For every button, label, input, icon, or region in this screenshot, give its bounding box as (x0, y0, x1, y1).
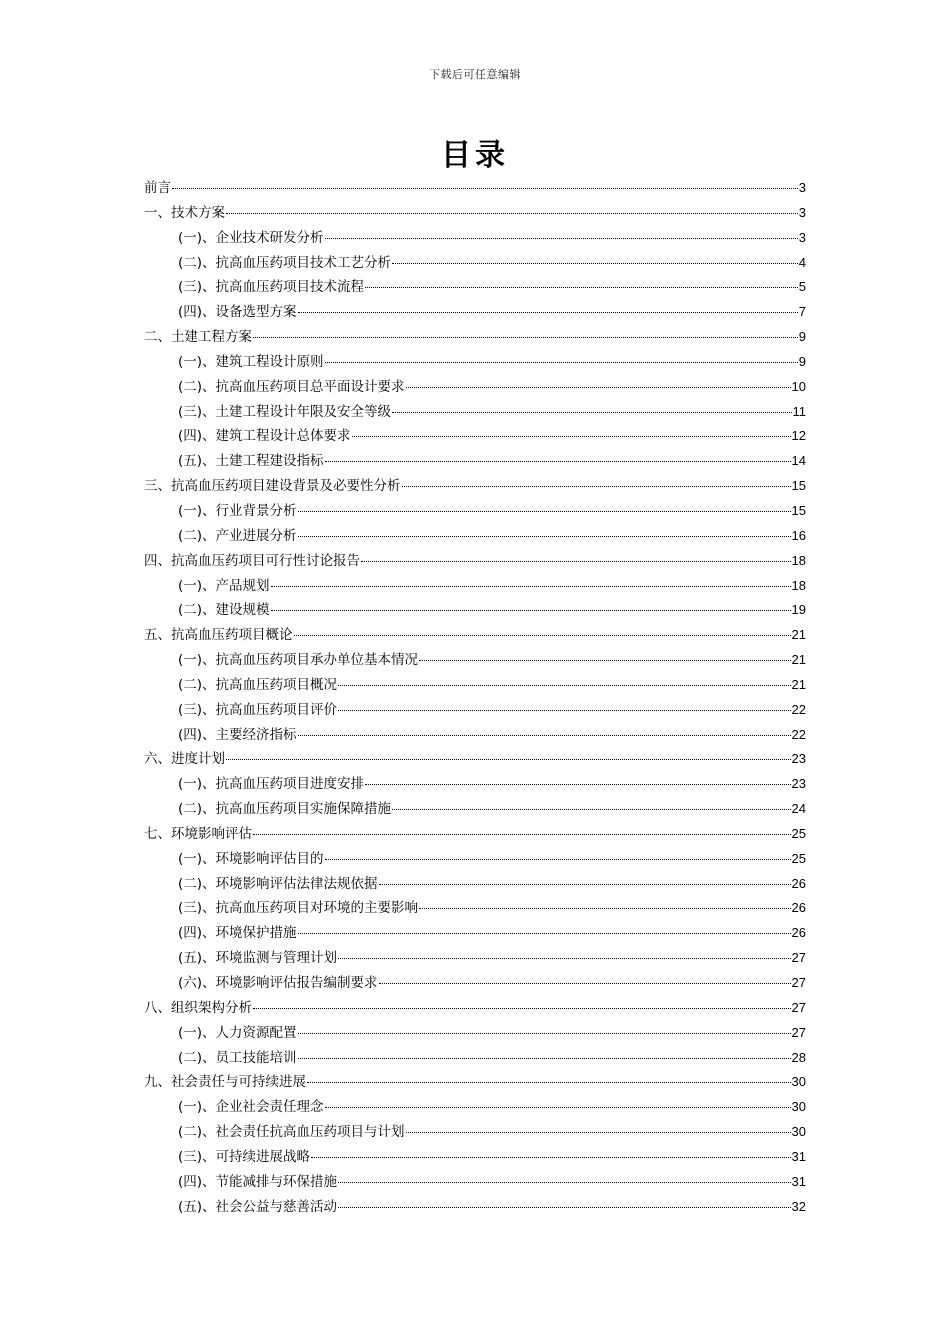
toc-entry[interactable] (144, 1070, 806, 1095)
toc-entry[interactable] (144, 921, 806, 946)
toc-entry-label: (五)、环境监测与管理计划 (178, 950, 338, 967)
toc-dot-leader (325, 1106, 791, 1108)
toc-entry[interactable] (144, 176, 806, 201)
toc-dot-leader (338, 1206, 790, 1208)
toc-entry[interactable] (144, 300, 806, 325)
toc-entry-page-number: 32 (791, 1198, 806, 1214)
toc-entry-label: 四、抗高血压药项目可行性讨论报告 (144, 552, 360, 569)
toc-entry[interactable] (144, 996, 806, 1021)
toc-entry-page-number: 22 (791, 726, 806, 742)
toc-dot-leader (406, 1131, 791, 1133)
toc-dot-leader (325, 361, 798, 363)
toc-dot-leader (419, 907, 790, 909)
toc-entry-label: 前言 (144, 180, 171, 196)
toc-entry-label: 一、技术方案 (144, 204, 225, 221)
toc-dot-leader (253, 833, 791, 835)
toc-entry-page-number: 5 (798, 279, 806, 295)
toc-entry-label: (二)、抗高血压药项目概况 (178, 676, 338, 693)
toc-entry[interactable] (144, 574, 806, 599)
toc-entry-label: (一)、产品规划 (178, 577, 270, 594)
toc-entry[interactable] (144, 251, 806, 276)
toc-entry[interactable] (144, 747, 806, 772)
toc-dot-leader (365, 286, 798, 288)
toc-entry[interactable] (144, 499, 806, 524)
toc-entry[interactable] (144, 275, 806, 300)
toc-dot-leader (298, 932, 791, 934)
toc-entry-label: (四)、建筑工程设计总体要求 (178, 428, 351, 445)
toc-dot-leader (338, 957, 790, 959)
toc-dot-leader (338, 684, 790, 686)
toc-entry[interactable] (144, 325, 806, 350)
toc-entry-page-number: 3 (798, 229, 806, 245)
toc-entry-label: (一)、企业社会责任理念 (178, 1099, 324, 1116)
toc-entry-label: (五)、社会公益与慈善活动 (178, 1198, 338, 1215)
toc-entry-page-number: 3 (798, 204, 806, 220)
toc-entry-label: (一)、建筑工程设计原则 (178, 353, 324, 370)
toc-entry-page-number: 9 (798, 329, 806, 345)
toc-dot-leader (402, 485, 791, 487)
toc-entry-label: (一)、行业背景分析 (178, 502, 297, 519)
toc-entry-page-number: 11 (792, 403, 806, 419)
toc-entry-label: 五、抗高血压药项目概论 (144, 627, 293, 644)
toc-dot-leader (298, 1032, 791, 1034)
toc-dot-leader (298, 311, 798, 313)
page-title: 目录 (441, 138, 509, 173)
toc-entry[interactable] (144, 872, 806, 897)
toc-entry-page-number: 22 (791, 701, 806, 717)
toc-entry[interactable] (144, 797, 806, 822)
toc-entry-label: (四)、节能减排与环保措施 (178, 1173, 338, 1190)
toc-entry[interactable] (144, 847, 806, 872)
toc-entry-label: (三)、抗高血压药项目评价 (178, 701, 338, 718)
toc-entry[interactable] (144, 226, 806, 251)
toc-entry-page-number: 21 (791, 627, 806, 643)
toc-dot-leader (226, 212, 798, 214)
toc-entry[interactable] (144, 449, 806, 474)
toc-dot-leader (311, 1156, 790, 1158)
toc-entry-page-number: 25 (791, 825, 806, 841)
toc-dot-leader (298, 1057, 791, 1059)
toc-entry-label: (三)、抗高血压药项目技术流程 (178, 279, 365, 296)
toc-entry-page-number: 26 (791, 925, 806, 941)
toc-entry-page-number: 19 (791, 602, 806, 618)
toc-entry[interactable] (144, 822, 806, 847)
toc-entry-label: (一)、人力资源配置 (178, 1024, 297, 1041)
toc-entry-label: 三、抗高血压药项目建设背景及必要性分析 (144, 478, 401, 495)
toc-entry-page-number: 21 (791, 652, 806, 668)
toc-entry-page-number: 26 (791, 900, 806, 916)
toc-entry-page-number: 12 (791, 428, 806, 444)
toc-dot-leader (325, 460, 791, 462)
toc-dot-leader (294, 634, 791, 636)
toc-entry-label: (一)、环境影响评估目的 (178, 850, 324, 867)
toc-entry-label: 六、进度计划 (144, 751, 225, 768)
toc-entry-page-number: 14 (791, 453, 806, 469)
toc-entry[interactable] (144, 1021, 806, 1046)
toc-entry[interactable] (144, 772, 806, 797)
toc-dot-leader (392, 262, 798, 264)
toc-entry[interactable] (144, 723, 806, 748)
toc-entry-page-number: 15 (791, 502, 806, 518)
toc-dot-leader (392, 808, 790, 810)
toc-entry-page-number: 27 (791, 950, 806, 966)
toc-entry-page-number: 31 (791, 1173, 806, 1189)
toc-dot-leader (325, 858, 791, 860)
toc-entry[interactable] (144, 1046, 806, 1071)
toc-entry[interactable] (144, 201, 806, 226)
toc-entry-label: (三)、土建工程设计年限及安全等级 (178, 403, 392, 420)
toc-entry-page-number: 18 (791, 552, 806, 568)
toc-entry[interactable] (144, 524, 806, 549)
toc-entry[interactable] (144, 1145, 806, 1170)
toc-entry-label: 九、社会责任与可持续进展 (144, 1074, 306, 1091)
toc-dot-leader (406, 386, 791, 388)
toc-entry-page-number: 18 (791, 577, 806, 593)
toc-entry[interactable] (144, 623, 806, 648)
toc-dot-leader (271, 609, 791, 611)
toc-entry[interactable] (144, 474, 806, 499)
toc-entry-page-number: 26 (791, 875, 806, 891)
toc-entry-label: (四)、主要经济指标 (178, 726, 297, 743)
toc-dot-leader (361, 560, 791, 562)
toc-entry-page-number: 25 (791, 850, 806, 866)
toc-entry-page-number: 23 (791, 751, 806, 767)
toc-dot-leader (325, 237, 798, 239)
toc-entry[interactable] (144, 1195, 806, 1220)
toc-entry-page-number: 28 (791, 1049, 806, 1065)
toc-entry-page-number: 21 (791, 676, 806, 692)
toc-entry-label: (二)、抗高血压药项目总平面设计要求 (178, 378, 405, 395)
toc-entry[interactable] (144, 549, 806, 574)
toc-dot-leader (379, 883, 791, 885)
toc-entry-page-number: 27 (791, 975, 806, 990)
toc-entry-label: (一)、抗高血压药项目承办单位基本情况 (178, 652, 419, 669)
toc-entry-page-number: 15 (791, 478, 806, 494)
table-of-contents (144, 176, 806, 1219)
toc-entry[interactable] (144, 971, 806, 996)
toc-entry-page-number: 31 (791, 1148, 806, 1164)
toc-entry-page-number: 9 (798, 353, 806, 369)
toc-entry[interactable] (144, 1095, 806, 1120)
toc-dot-leader (253, 336, 798, 338)
toc-dot-leader (298, 510, 791, 512)
toc-entry-page-number: 30 (791, 1124, 806, 1140)
toc-entry-label: 七、环境影响评估 (144, 825, 252, 842)
toc-dot-leader (392, 411, 791, 413)
toc-entry-label: 二、土建工程方案 (144, 329, 252, 346)
toc-entry[interactable] (144, 673, 806, 698)
toc-entry-label: 八、组织架构分析 (144, 999, 252, 1016)
toc-entry[interactable] (144, 375, 806, 400)
toc-entry-page-number: 7 (798, 304, 806, 320)
toc-entry[interactable] (144, 1120, 806, 1145)
toc-entry-page-number: 3 (798, 180, 806, 195)
toc-entry-label: (二)、环境影响评估法律法规依据 (178, 875, 378, 892)
toc-entry[interactable] (144, 598, 806, 623)
toc-entry-label: (二)、社会责任抗高血压药项目与计划 (178, 1124, 405, 1141)
toc-dot-leader (352, 435, 791, 437)
toc-entry-page-number: 10 (791, 378, 806, 394)
toc-entry-label: (二)、产业进展分析 (178, 527, 297, 544)
toc-entry-label: (二)、员工技能培训 (178, 1049, 297, 1066)
toc-dot-leader (338, 1181, 790, 1183)
toc-dot-leader (271, 585, 791, 587)
toc-entry-page-number: 27 (791, 999, 806, 1015)
toc-dot-leader (338, 709, 790, 711)
toc-dot-leader (172, 187, 798, 189)
toc-entry-label: (三)、可持续进展战略 (178, 1148, 311, 1165)
toc-entry[interactable] (144, 400, 806, 425)
toc-dot-leader (298, 535, 791, 537)
toc-entry-label: (三)、抗高血压药项目对环境的主要影响 (178, 900, 419, 917)
toc-entry-page-number: 24 (791, 801, 806, 817)
toc-entry-label: (一)、抗高血压药项目进度安排 (178, 776, 365, 793)
toc-entry-label: (四)、环境保护措施 (178, 925, 297, 942)
toc-dot-leader (419, 659, 790, 661)
toc-entry-page-number: 16 (791, 527, 806, 543)
toc-entry-label: (一)、企业技术研发分析 (178, 229, 324, 246)
toc-entry-page-number: 23 (791, 776, 806, 792)
toc-entry-page-number: 4 (798, 254, 806, 270)
toc-entry[interactable] (144, 698, 806, 723)
toc-entry-label: (二)、抗高血压药项目实施保障措施 (178, 801, 392, 818)
toc-entry[interactable] (144, 648, 806, 673)
toc-entry-label: (二)、建设规模 (178, 602, 270, 619)
toc-entry-page-number: 27 (791, 1024, 806, 1040)
toc-entry[interactable] (144, 946, 806, 971)
toc-entry-label: (四)、设备选型方案 (178, 304, 297, 321)
header-note: 下载后可任意编辑 (429, 68, 521, 81)
toc-entry-page-number: 30 (791, 1099, 806, 1115)
toc-dot-leader (253, 1007, 791, 1009)
toc-entry-label: (五)、土建工程建设指标 (178, 453, 324, 470)
toc-entry-label: (六)、环境影响评估报告编制要求 (178, 975, 378, 991)
toc-dot-leader (307, 1081, 791, 1083)
toc-entry[interactable] (144, 896, 806, 921)
toc-dot-leader (379, 982, 791, 984)
toc-dot-leader (226, 758, 791, 760)
toc-dot-leader (298, 734, 791, 736)
toc-entry-label: (二)、抗高血压药项目技术工艺分析 (178, 254, 392, 271)
toc-entry[interactable] (144, 1170, 806, 1195)
toc-entry[interactable] (144, 350, 806, 375)
toc-entry-page-number: 30 (791, 1074, 806, 1090)
toc-entry[interactable] (144, 424, 806, 449)
toc-dot-leader (365, 783, 790, 785)
